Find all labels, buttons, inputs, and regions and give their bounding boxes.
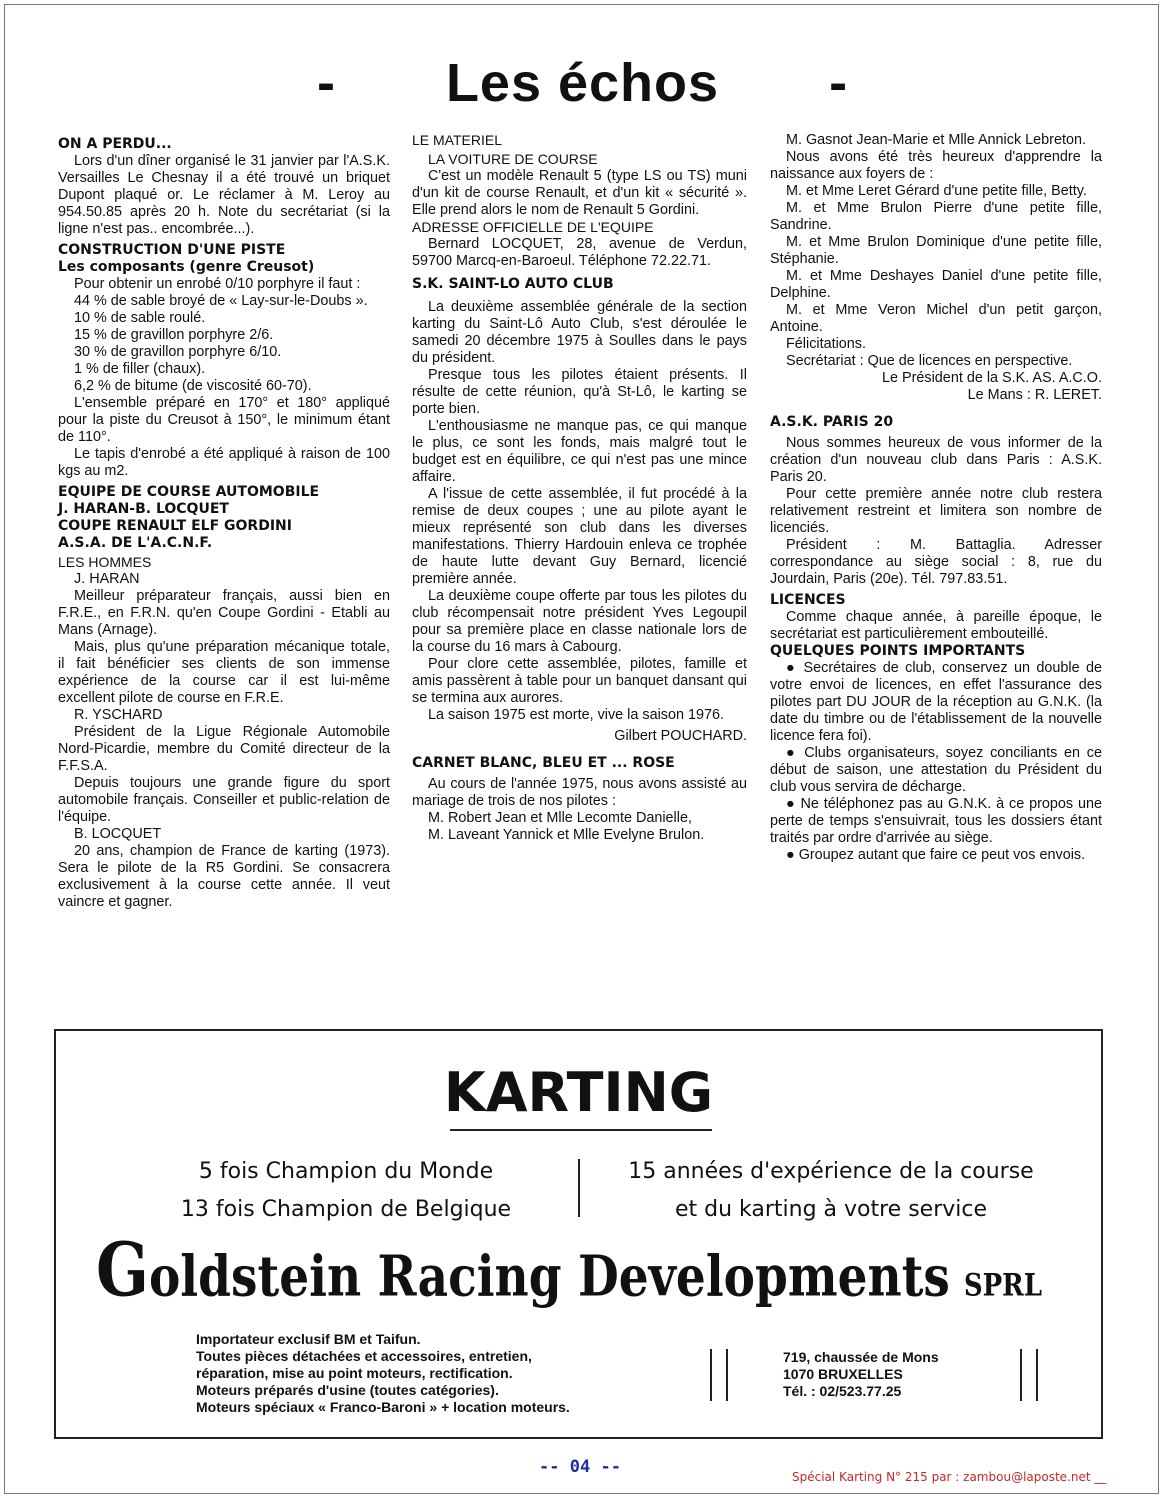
bullet-item: ● Ne téléphonez pas au G.N.K. à ce propos une perte de temps s'ensuivrait, tous les dossiers étant traités par ordre d'arrivée au siège. — [770, 796, 1102, 846]
birth-item: M. et Mme Brulon Dominique d'une petite fille, Stéphanie. — [770, 234, 1102, 267]
ad-left-line-1: 5 fois Champion du Monde — [198, 1159, 494, 1184]
section-heading-equipe: EQUIPE DE COURSE AUTOMOBILE — [58, 484, 320, 500]
signature-line: Le Mans : R. LERET. — [967, 387, 1102, 403]
list-item: 15 % de gravillon porphyre 2/6. — [74, 327, 274, 343]
ad-info-block — [196, 1331, 570, 1416]
ad-right-block — [596, 1153, 1066, 1229]
paragraph: Nous sommes heureux de vous informer de la création d'un nouveau club dans Paris : A.S.K. Paris 20. — [770, 435, 1102, 485]
subheading-hommes: LES HOMMES — [58, 554, 152, 570]
paragraph: La deuxième coupe offerte par tous les pilotes du club récompensait notre président Yves Legoupil pour sa première place en classe nationale lors de la course du 16 mars à Cabourg. — [412, 588, 747, 655]
list-item: 30 % de gravillon porphyre 6/10. — [74, 344, 282, 360]
paragraph: L'ensemble préparé en 170° et 180° appliqué pour la piste du Creusot à 150°, le minimum étant de 110°. — [58, 395, 390, 445]
ad-address-block — [783, 1349, 939, 1400]
ad-separator — [578, 1159, 580, 1217]
list-item: 44 % de sable broyé de « Lay-sur-le-Doubs ». — [74, 293, 368, 309]
list-item: 10 % de sable roulé. — [74, 310, 206, 326]
ad-address-line: 1070 BRUXELLES — [783, 1366, 903, 1382]
ad-left-block — [126, 1153, 566, 1229]
paragraph: Président de la Ligue Régionale Automobile Nord-Picardie, membre du Comité directeur de la F.F.S.A. — [58, 724, 390, 774]
bullet-item: ● Secrétaires de club, conservez un double de votre envoi de licences, en effet l'assurance des pilotes part DU JOUR de la réception au G.N.K. (la date du timbre ou de l'établissement de la nouvelle licence fera foi). — [770, 660, 1102, 744]
section-heading-ask: A.S.K. PARIS 20 — [770, 414, 894, 430]
paragraph: M. Robert Jean et Mlle Lecomte Danielle, — [428, 810, 692, 826]
section-heading-sklo: S.K. SAINT-LO AUTO CLUB — [412, 276, 614, 292]
ad-info-line: Moteurs préparés d'usine (toutes catégories). — [196, 1382, 499, 1398]
title-dash-left: - — [316, 53, 336, 113]
section-heading-points: QUELQUES POINTS IMPORTANTS — [770, 643, 1026, 659]
ad-info-line: Importateur exclusif BM et Taifun. — [196, 1331, 421, 1347]
ad-info-line: Moteurs spéciaux « Franco-Baroni » + location moteurs. — [196, 1399, 570, 1415]
paragraph: Mais, plus qu'une préparation mécanique totale, il fait bénéficier ses clients de son immense expérience de la course car il est lui-même excellent pilote de course en F.R.E. — [58, 639, 390, 706]
paragraph: Comme chaque année, à pareille époque, le secrétariat est particulièrement embouteillé. — [770, 609, 1102, 642]
column-3 — [770, 132, 1102, 864]
company-initial: G — [96, 1226, 149, 1314]
paragraph: L'enthousiasme ne manque pas, ce qui manque le plus, ce sont les fonds, mais malgré tout le budget est en équilibre, ce qui n'est pas une mince affaire. — [412, 418, 747, 485]
list-item: 6,2 % de bitume (de viscosité 60-70). — [74, 378, 312, 394]
advertisement-box — [54, 1029, 1103, 1439]
paragraph: Au cours de l'année 1975, nous avons assisté au mariage de trois de nos pilotes : — [412, 776, 747, 809]
signature: Gilbert POUCHARD. — [614, 728, 747, 744]
paragraph: La deuxième assemblée générale de la section karting du Saint-Lô Auto Club, s'est déroulée le samedi 20 décembre 1975 à Soulles dans le pays du président. — [412, 299, 747, 366]
paragraph: 20 ans, champion de France de karting (1973). Sera le pilote de la R5 Gordini. Se consacrera exclusivement à la course cette année. Il veut vaincre et gagner. — [58, 843, 390, 910]
section-heading-licences: LICENCES — [770, 592, 846, 608]
column-1 — [58, 132, 390, 911]
section-heading-materiel: LE MATERIEL — [412, 132, 502, 148]
paragraph: Président : M. Battaglia. Adresser correspondance au siège social : 8, rue du Jourdain, Paris (20e). Tél. 797.83.51. — [770, 537, 1102, 587]
paragraph: M. Gasnot Jean-Marie et Mlle Annick Lebreton. — [786, 132, 1086, 148]
paragraph: Bernard LOCQUET, 28, avenue de Verdun, 59700 Marcq-en-Baroeul. Téléphone 72.22.71. — [412, 236, 747, 269]
ad-right-line-2: et du karting à votre service — [674, 1197, 988, 1222]
company-suffix: SPRL — [963, 1268, 1043, 1304]
ad-title-underline — [450, 1129, 712, 1131]
company-name — [96, 1226, 1042, 1314]
ad-info-line: Toutes pièces détachées et accessoires, entretien, — [196, 1348, 532, 1364]
column-2 — [412, 132, 747, 844]
footer-credit: Spécial Karting N° 215 par : zambou@laposte.net __ — [792, 1470, 1107, 1484]
bullet-item: ● Clubs organisateurs, soyez conciliants en ce début de saison, une attestation du Président du club vous servira de décharge. — [770, 745, 1102, 795]
bullet-item: ● Groupez autant que faire ce peut vos envois. — [786, 847, 1086, 863]
title-text: Les échos — [445, 53, 720, 113]
section-heading-perdu: ON A PERDU... — [58, 136, 172, 152]
section-heading-equipe-3: COUPE RENAULT ELF GORDINI — [58, 518, 292, 534]
page-title — [0, 52, 1165, 114]
ad-address-line: 719, chaussée de Mons — [783, 1349, 939, 1365]
paragraph: Lors d'un dîner organisé le 31 janvier par l'A.S.K. Versailles Le Chesnay il a été trouvé un briquet Dupont plaqué or. Le réclamer à M. Leroy au 954.50.85 après 20 h. Note du secrétariat (si la ligne n'est pas.. encombrée...). — [58, 153, 390, 237]
paragraph: Presque tous les pilotes étaient présents. Il résulte de cette réunion, qu'à St-Lô, le karting se porte bien. — [412, 367, 747, 417]
title-dash-right: - — [829, 53, 849, 113]
paragraph: Depuis toujours une grande figure du sport automobile français. Conseiller et public-relation de l'équipe. — [58, 775, 390, 825]
paragraph: Meilleur préparateur français, aussi bien en F.R.E., en F.R.N. qu'en Coupe Gordini - Etabli au Mans (Arnage). — [58, 588, 390, 638]
signature-line: Le Président de la S.K. AS. A.C.O. — [882, 370, 1102, 386]
section-heading-equipe-4: A.S.A. DE L'A.C.N.F. — [58, 535, 213, 551]
paragraph: Pour clore cette assemblée, pilotes, famille et amis passèrent à table pour un banquet dansant qui se termina aux aurores. — [412, 656, 747, 706]
ad-right-line-1: 15 années d'expérience de la course — [628, 1159, 1034, 1184]
subheading-composants: Les composants (genre Creusot) — [58, 259, 315, 275]
page-number: -- 04 -- — [539, 1457, 621, 1477]
list-item: 1 % de filler (chaux). — [74, 361, 206, 377]
birth-item: M. et Mme Veron Michel d'un petit garçon, Antoine. — [770, 302, 1102, 335]
section-heading-carnet: CARNET BLANC, BLEU ET ... ROSE — [412, 755, 675, 771]
paragraph: Nous avons été très heureux d'apprendre la naissance aux foyers de : — [770, 149, 1102, 182]
ad-address-line: Tél. : 02/523.77.25 — [783, 1383, 902, 1399]
section-heading-piste: CONSTRUCTION D'UNE PISTE — [58, 242, 286, 258]
subheading-voiture: LA VOITURE DE COURSE — [428, 151, 598, 167]
ad-left-line-2: 13 fois Champion de Belgique — [180, 1197, 512, 1222]
person-name: R. YSCHARD — [74, 707, 163, 723]
section-heading-equipe-2: J. HARAN-B. LOCQUET — [58, 501, 229, 517]
company-name-text: oldstein Racing Developments — [148, 1244, 950, 1310]
paragraph: Le tapis d'enrobé a été appliqué à raison de 100 kgs au m2. — [58, 446, 390, 479]
paragraph: Pour cette première année notre club restera relativement restreint et limitera son nombre de licenciés. — [770, 486, 1102, 536]
ad-double-bar-right — [1020, 1349, 1038, 1401]
person-name: B. LOCQUET — [74, 826, 162, 842]
paragraph: La saison 1975 est morte, vive la saison 1976. — [428, 707, 724, 723]
paragraph: A l'issue de cette assemblée, il fut procédé à la remise de deux coupes ; une au pilote ayant le mieux représenté son club dans les diverses manifestations. Thierry Hardouin enleva ce trophée de haute lutte devant Guy Bernard, licencié première année. — [412, 486, 747, 587]
paragraph: M. Laveant Yannick et Mlle Evelyne Brulon. — [428, 827, 705, 843]
birth-item: M. et Mme Deshayes Daniel d'une petite fille, Delphine. — [770, 268, 1102, 301]
birth-item: M. et Mme Brulon Pierre d'une petite fille, Sandrine. — [770, 200, 1102, 233]
subheading-adresse: ADRESSE OFFICIELLE DE L'EQUIPE — [412, 219, 654, 235]
ad-info-line: réparation, mise au point moteurs, rectification. — [196, 1365, 513, 1381]
birth-item: M. et Mme Leret Gérard d'une petite fille, Betty. — [786, 183, 1087, 199]
ad-title: KARTING — [443, 1061, 714, 1124]
paragraph: Secrétariat : Que de licences en perspective. — [786, 353, 1073, 369]
paragraph: C'est un modèle Renault 5 (type LS ou TS) muni d'un kit de course Renault, et d'un kit « sécurité ». Elle prend alors le nom de Renault 5 Gordini. — [412, 168, 747, 218]
ad-double-bar-left — [710, 1349, 728, 1401]
paragraph: Félicitations. — [786, 336, 866, 352]
person-name: J. HARAN — [74, 571, 140, 587]
paragraph: Pour obtenir un enrobé 0/10 porphyre il faut : — [74, 276, 361, 292]
